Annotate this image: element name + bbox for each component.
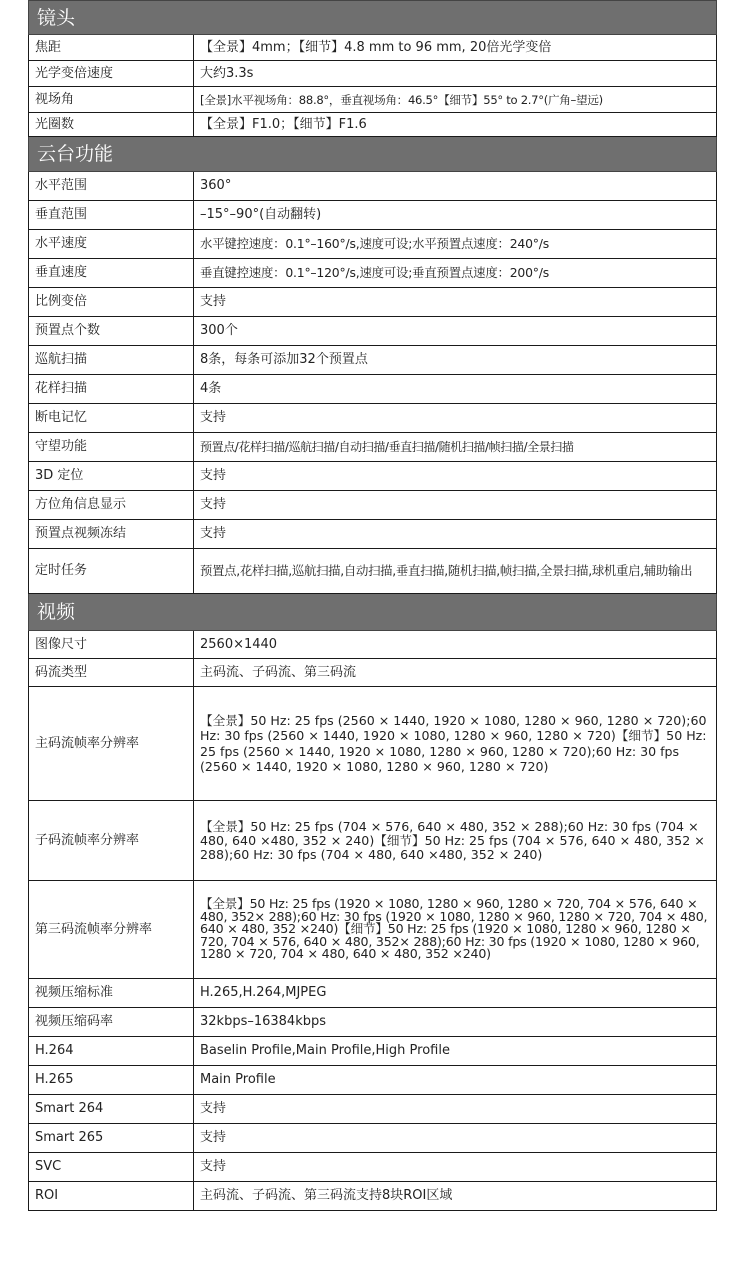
row-value: 【全景】50 Hz: 25 fps (2560 × 1440, 1920 × 1080, 1280 × 960, 1280 × 720);60 Hz: 30 fps (2560 × 1440, 1920 × 1080, 1280 × 960, 1280 × 720)【细节】50 Hz: 25 fps (2560 × 1440, 1920 × 1080, 1280 × 960, 1280 × 720);60 Hz: 30 fps (2560 × 1440, 1920 × 1080, 1280 × 960, 1280 × 720) [194,687,717,801]
row-label: 垂直范围 [29,201,194,230]
table-row [29,259,717,288]
row-label: ROI [29,1182,194,1211]
table-row [29,491,717,520]
section-header-video [29,594,717,631]
table-row [29,87,717,113]
table-row [29,462,717,491]
section-header-lens [29,1,717,35]
row-label: 守望功能 [29,433,194,462]
row-value: 【全景】50 Hz: 25 fps (1920 × 1080, 1280 × 960, 1280 × 720, 704 × 576, 640 × 480, 352× 288);60 Hz: 30 fps (1920 × 1080, 1280 × 960, 1280 × 720, 704 × 480, 640 × 480, 352 ×240)【细节】50 Hz: 25 fps (1920 × 1080, 1280 × 960, 1280 × 720, 704 × 576, 640 × 480, 352× 288);60 Hz: 30 fps (1920 × 1080, 1280 × 960, 1280 × 720, 704 × 480, 640 × 480, 352 ×240) [194,881,717,979]
row-label: 垂直速度 [29,259,194,288]
table-row [29,346,717,375]
row-label: 视场角 [29,87,194,113]
table-row [29,549,717,594]
table-row [29,404,717,433]
row-label: 视频压缩码率 [29,1008,194,1037]
row-label: 方位角信息显示 [29,491,194,520]
row-value: 大约3.3s [194,61,717,87]
table-row [29,1182,717,1211]
row-value: 垂直键控速度：0.1°–120°/s,速度可设;垂直预置点速度：200°/s [194,259,717,288]
spec-table [28,0,717,1211]
section-header-ptz [29,137,717,172]
row-value: 支持 [194,462,717,491]
row-label: 主码流帧率分辨率 [29,687,194,801]
row-value: 32kbps–16384kbps [194,1008,717,1037]
row-value: 支持 [194,1124,717,1153]
table-row [29,1008,717,1037]
row-value: Main Profile [194,1066,717,1095]
table-row [29,230,717,259]
row-value: 8条，每条可添加32个预置点 [194,346,717,375]
row-label: 视频压缩标准 [29,979,194,1008]
row-value: H.265,H.264,MJPEG [194,979,717,1008]
section-title: 镜头 [29,1,717,35]
row-label: 水平速度 [29,230,194,259]
table-row [29,201,717,230]
table-row [29,631,717,659]
row-value: 预置点/花样扫描/巡航扫描/自动扫描/垂直扫描/随机扫描/帧扫描/全景扫描 [194,433,717,462]
row-value: 主码流、子码流、第三码流支持8块ROI区域 [194,1182,717,1211]
row-value: 水平键控速度：0.1°–160°/s,速度可设;水平预置点速度：240°/s [194,230,717,259]
row-value: 【全景】4mm；【细节】4.8 mm to 96 mm, 20倍光学变倍 [194,35,717,61]
row-label: SVC [29,1153,194,1182]
row-label: 定时任务 [29,549,194,594]
row-value: 4条 [194,375,717,404]
table-row [29,1124,717,1153]
row-label: 图像尺寸 [29,631,194,659]
row-value: 【全景】50 Hz: 25 fps (704 × 576, 640 × 480, 352 × 288);60 Hz: 30 fps (704 × 480, 640 ×480, 352 × 240)【细节】50 Hz: 25 fps (704 × 576, 640 × 480, 352 × 288);60 Hz: 30 fps (704 × 480, 640 ×480, 352 × 240) [194,801,717,881]
row-value: –15°–90°(自动翻转) [194,201,717,230]
row-label: 断电记忆 [29,404,194,433]
table-row [29,172,717,201]
table-row [29,433,717,462]
row-value: 主码流、子码流、第三码流 [194,659,717,687]
row-value: 支持 [194,404,717,433]
row-label: 预置点个数 [29,317,194,346]
row-label: Smart 265 [29,1124,194,1153]
row-value: Baselin Profile,Main Profile,High Profile [194,1037,717,1066]
table-row [29,113,717,137]
row-label: 巡航扫描 [29,346,194,375]
row-label: H.264 [29,1037,194,1066]
row-label: 子码流帧率分辨率 [29,801,194,881]
section-title: 云台功能 [29,137,717,172]
table-row [29,520,717,549]
section-title: 视频 [29,594,717,631]
table-row [29,659,717,687]
row-value: [全景]水平视场角：88.8°，垂直视场角：46.5°【细节】55° to 2.7°(广角–望远) [194,87,717,113]
table-row [29,35,717,61]
table-row [29,881,717,979]
row-value: 2560×1440 [194,631,717,659]
table-row [29,375,717,404]
row-value: 【全景】F1.0；【细节】F1.6 [194,113,717,137]
row-label: 花样扫描 [29,375,194,404]
row-label: 第三码流帧率分辨率 [29,881,194,979]
row-label: 水平范围 [29,172,194,201]
table-row [29,801,717,881]
table-row [29,1066,717,1095]
row-value: 支持 [194,520,717,549]
row-value: 支持 [194,288,717,317]
table-row [29,979,717,1008]
row-label: 比例变倍 [29,288,194,317]
row-label: 光学变倍速度 [29,61,194,87]
table-row [29,1037,717,1066]
table-row [29,687,717,801]
row-value: 300个 [194,317,717,346]
table-row [29,288,717,317]
row-value: 支持 [194,1153,717,1182]
table-row [29,1095,717,1124]
table-row [29,317,717,346]
row-value: 预置点,花样扫描,巡航扫描,自动扫描,垂直扫描,随机扫描,帧扫描,全景扫描,球机重启,辅助输出 [194,549,717,594]
row-label: 3D 定位 [29,462,194,491]
row-value: 支持 [194,491,717,520]
row-label: 焦距 [29,35,194,61]
table-row [29,61,717,87]
row-label: 光圈数 [29,113,194,137]
row-label: 码流类型 [29,659,194,687]
row-value: 360° [194,172,717,201]
row-label: H.265 [29,1066,194,1095]
row-value: 支持 [194,1095,717,1124]
table-row [29,1153,717,1182]
row-label: 预置点视频冻结 [29,520,194,549]
row-label: Smart 264 [29,1095,194,1124]
